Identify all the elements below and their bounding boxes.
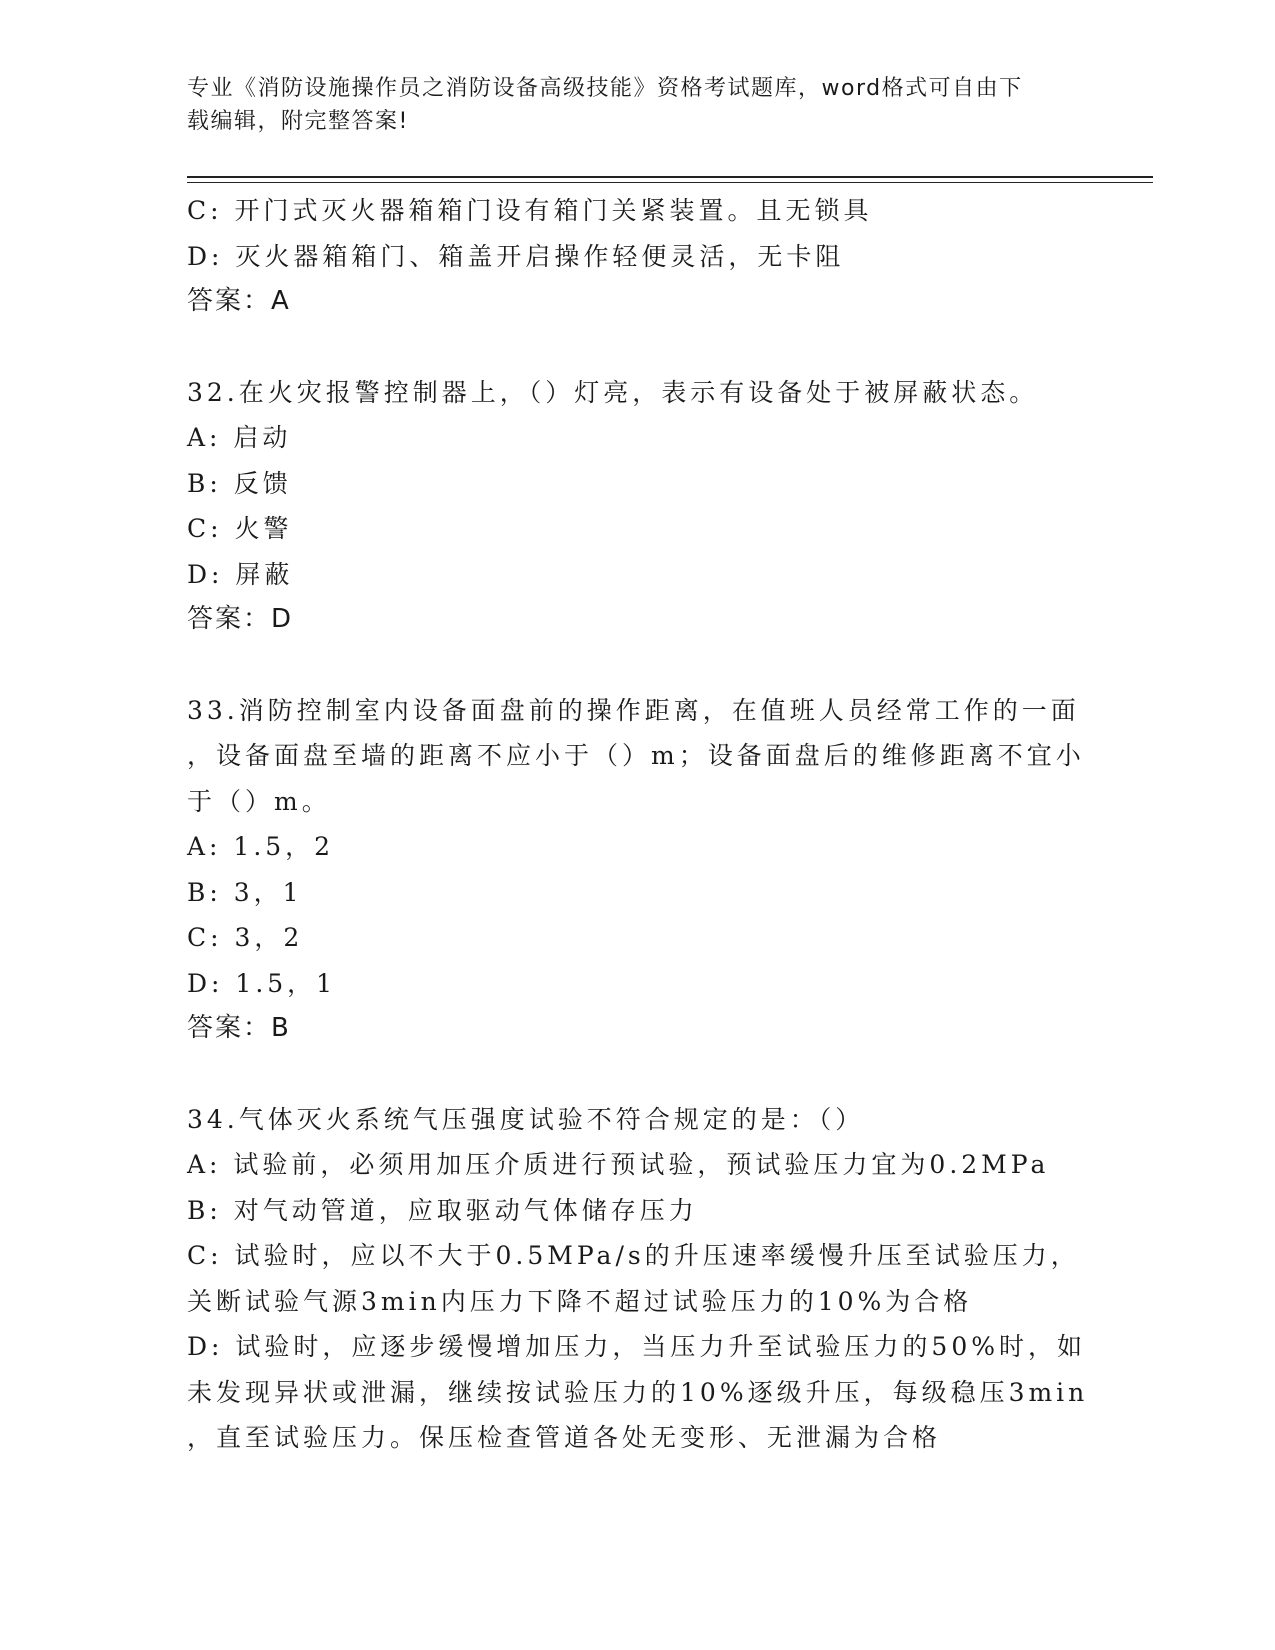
option-a: A: 启动 [187, 423, 292, 452]
question-32 [187, 370, 1087, 643]
option-a: A: 试验前，必须用加压介质进行预试验，预试验压力宜为0.2MPa [187, 1150, 1050, 1179]
option-d: D: 1.5，1 [187, 968, 337, 998]
answer-line: 答案：D [187, 604, 294, 634]
question-stem: ，设备面盘至墙的距离不应小于（）m；设备面盘后的维修距离不宜小 [187, 741, 1085, 770]
spacer [187, 643, 1087, 688]
spacer [187, 325, 1087, 370]
spacer [187, 1052, 1087, 1097]
answer-line: 答案：B [187, 1013, 291, 1043]
question-content [187, 188, 1087, 1461]
option-b: B: 对气动管道，应取驱动气体储存压力 [187, 1195, 698, 1225]
question-stem: 34.气体灭火系统气压强度试验不符合规定的是：（） [187, 1104, 865, 1134]
question-stem: 32.在火灾报警控制器上，（）灯亮，表示有设备处于被屏蔽状态。 [187, 377, 1039, 407]
header-divider-thin [187, 182, 1153, 183]
header-line-2: 载编辑，附完整答案! [187, 109, 409, 134]
option-c: C: 试验时，应以不大于0.5MPa/s的升压速率缓慢升压至试验压力， [187, 1241, 1080, 1270]
header-divider-thick [187, 176, 1153, 178]
option-d: D: 试验时，应逐步缓慢增加压力，当压力升至试验压力的50%时，如 [187, 1332, 1086, 1361]
option-d: D: 屏蔽 [187, 559, 294, 589]
question-34 [187, 1097, 1087, 1461]
document-header [187, 72, 1087, 138]
option-c-continued: 关断试验气源3min内压力下降不超过试验压力的10%为合格 [187, 1286, 973, 1316]
option-b: B: 3，1 [187, 877, 303, 907]
option-d-continued: 未发现异状或泄漏，继续按试验压力的10%逐级升压，每级稳压3min [187, 1377, 1089, 1407]
option-b: B: 反馈 [187, 468, 292, 498]
question-33 [187, 688, 1087, 1052]
question-31-continued [187, 188, 1087, 325]
question-stem: 于（）m。 [187, 786, 331, 816]
header-line-1: 专业《消防设施操作员之消防设备高级技能》资格考试题库，word格式可自由下 [187, 76, 1023, 101]
option-c: C: 火警 [187, 514, 293, 543]
answer-line: 答案：A [187, 286, 291, 316]
question-stem: 33.消防控制室内设备面盘前的操作距离，在值班人员经常工作的一面 [187, 695, 1080, 725]
option-c: C: 开门式灭火器箱箱门设有箱门关紧装置。且无锁具 [187, 196, 873, 225]
option-c: C: 3，2 [187, 923, 304, 952]
option-a: A: 1.5，2 [187, 832, 335, 861]
option-d: D: 灭火器箱箱门、箱盖开启操作轻便灵活，无卡阻 [187, 241, 845, 271]
option-d-continued: ，直至试验压力。保压检查管道各处无变形、无泄漏为合格 [187, 1423, 942, 1452]
